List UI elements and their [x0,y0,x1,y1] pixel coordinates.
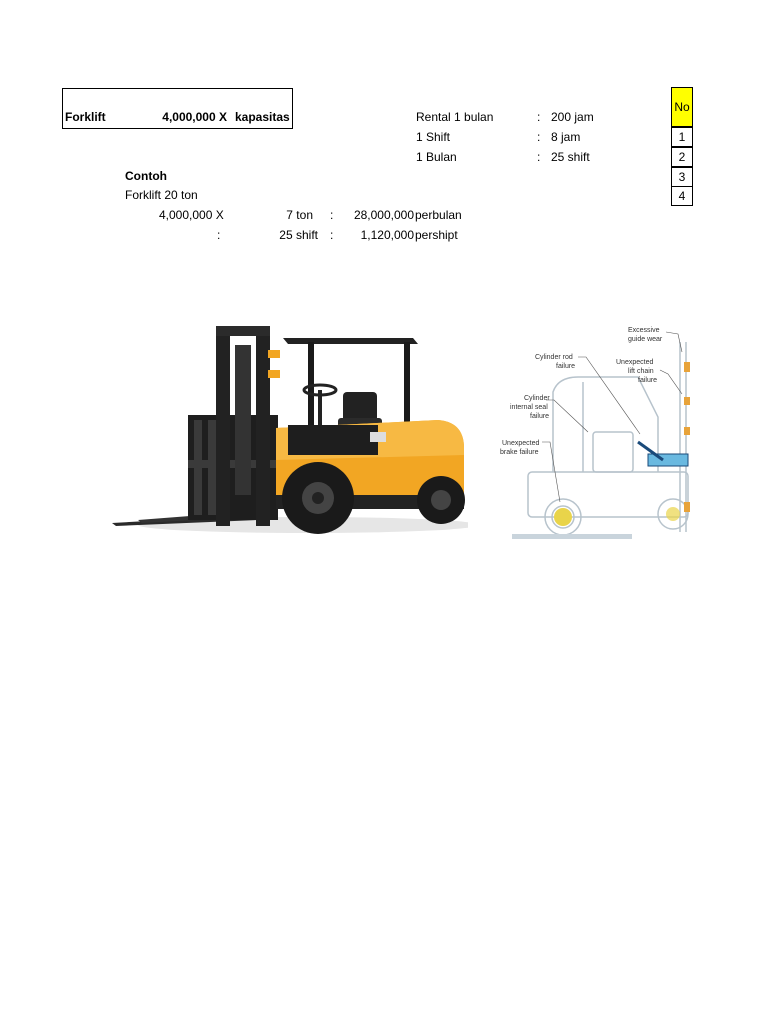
no-cell-1: 1 [671,127,693,147]
forklift-photo [108,320,468,540]
label-guide-wear-1: Excessive [628,327,660,334]
example-line2-lead: : [217,228,221,242]
example-line1-qty: 7 ton [286,208,313,222]
label-seal-1: Cylinder [524,395,550,402]
rental-value-1: 200 jam [551,110,594,124]
example-line2-amount: 1,120,000 [360,228,414,242]
rental-value-3: 25 shift [551,150,590,164]
formula-unit: kapasitas [235,110,290,124]
label-rod-2: failure [556,363,576,370]
no-cell-3: 3 [671,167,693,187]
example-line2-qty: 25 shift [279,228,318,242]
example-line1-amount: 28,000,000 [353,208,414,222]
formula-rate: 4,000,000 X [162,110,227,124]
label-seal-3: failure [530,413,550,420]
example-subject: Forklift 20 ton [125,188,198,202]
no-header: No [671,87,693,127]
example-line1-per: perbulan [415,208,462,222]
label-seal-2: internal seal [510,404,548,411]
example-line1-rate: 4,000,000 X [159,208,224,222]
example-line1-sep: : [330,208,334,222]
example-line2-sep: : [330,228,334,242]
label-guide-wear-2: guide wear [628,336,663,343]
no-cell-2: 2 [671,147,693,167]
label-chain-3: failure [638,377,658,384]
label-brake-1: Unexpected [502,440,540,447]
label-chain-2: lift chain [628,368,654,375]
rental-label-2: 1 Shift [416,130,451,144]
rental-sep-2: : [537,130,541,144]
label-rod-1: Cylinder rod [535,354,573,361]
formula-item: Forklift [65,110,106,124]
rental-label-1: Rental 1 bulan [416,110,494,124]
rental-value-2: 8 jam [551,130,581,144]
no-cell-4: 4 [671,186,693,206]
rental-label-3: 1 Bulan [416,150,457,164]
forklift-failure-diagram [498,322,693,542]
rental-sep-3: : [537,150,541,164]
example-heading: Contoh [125,169,167,183]
rental-sep-1: : [537,110,541,124]
label-brake-2: brake failure [500,449,539,456]
example-line2-per: pershipt [415,228,458,242]
label-chain-1: Unexpected [616,359,654,366]
